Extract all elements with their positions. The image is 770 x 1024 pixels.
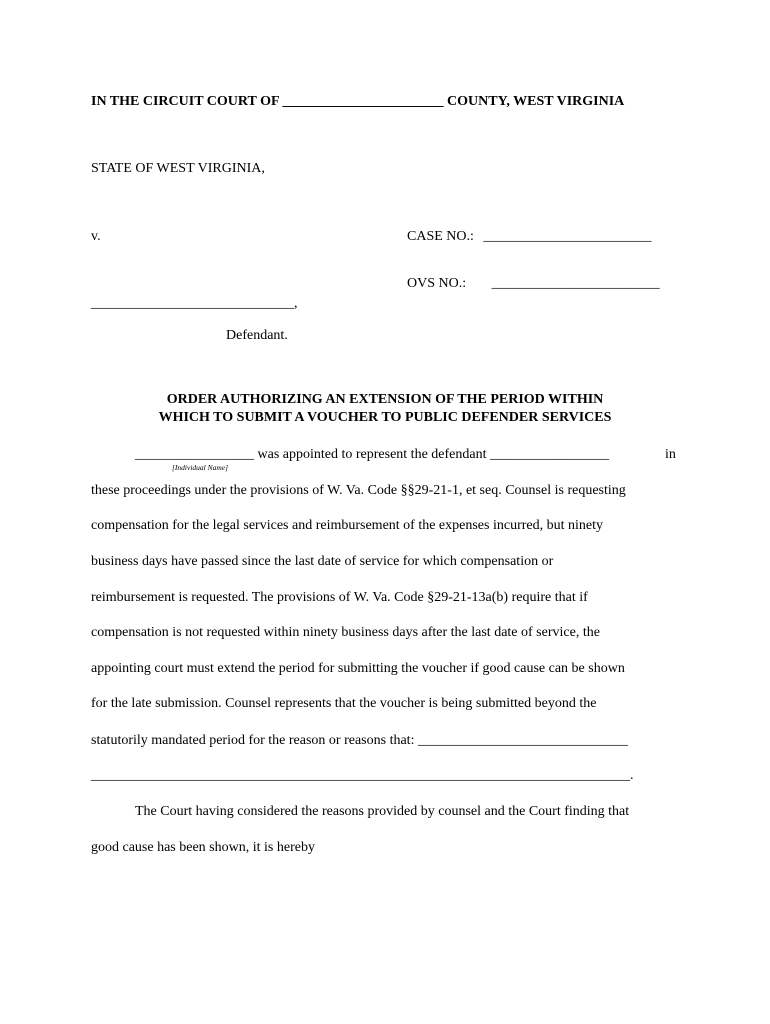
case-no-label: CASE NO.:	[407, 229, 474, 244]
defendant-blank: _____________________________,	[91, 296, 298, 311]
finding-line2: good cause has been shown, it is hereby	[91, 840, 315, 855]
court-header	[91, 94, 624, 110]
body-line: for the late submission. Counsel represents that the voucher is being submitted beyond the	[91, 696, 597, 711]
court-header-suffix: COUNTY, WEST VIRGINIA	[447, 94, 625, 109]
case-no-blank: ________________________	[483, 229, 652, 244]
ovs-no-label: OVS NO.:	[407, 276, 467, 291]
order-title-line2: WHICH TO SUBMIT A VOUCHER TO PUBLIC DEFENDER SERVICES	[158, 410, 612, 425]
body-line: compensation is not requested within ninety business days after the last date of service, the	[91, 625, 600, 640]
versus: v.	[91, 229, 101, 244]
individual-name-blank: _________________	[135, 447, 254, 462]
reasons-blank-line: _____________________________________________________________________________.	[91, 768, 634, 783]
defendant-name-blank: _________________	[489, 447, 609, 462]
appointment-text: was appointed to represent the defendant	[257, 447, 487, 462]
plaintiff-name: STATE OF WEST VIRGINIA,	[91, 161, 265, 176]
county-blank: _______________________	[282, 94, 444, 109]
body-line: appointing court must extend the period for submitting the voucher if good cause can be shown	[91, 661, 625, 676]
order-title-line1: ORDER AUTHORIZING AN EXTENSION OF THE PERIOD WITHIN	[166, 392, 604, 407]
body-line: statutorily mandated period for the reason or reasons that: ______________________________	[91, 733, 628, 748]
court-header-prefix: IN THE CIRCUIT COURT OF	[91, 94, 280, 109]
body-line: business days have passed since the last date of service for which compensation or	[91, 554, 554, 569]
ovs-no-row	[407, 276, 660, 292]
appointment-line-end: in	[665, 447, 676, 462]
appointment-line	[135, 447, 609, 463]
case-no-row	[407, 229, 651, 245]
finding-line1: The Court having considered the reasons provided by counsel and the Court finding that	[135, 804, 630, 819]
body-line: these proceedings under the provisions of W. Va. Code §§29-21-1, et seq. Counsel is requesting	[91, 483, 626, 498]
body-line: compensation for the legal services and reimbursement of the expenses incurred, but ninety	[91, 518, 603, 533]
ovs-no-blank: ________________________	[491, 276, 660, 291]
individual-name-caption: [Individual Name]	[172, 463, 229, 472]
body-line: reimbursement is requested. The provisions of W. Va. Code §29-21-13a(b) require that if	[91, 590, 588, 605]
defendant-label: Defendant.	[226, 328, 288, 343]
